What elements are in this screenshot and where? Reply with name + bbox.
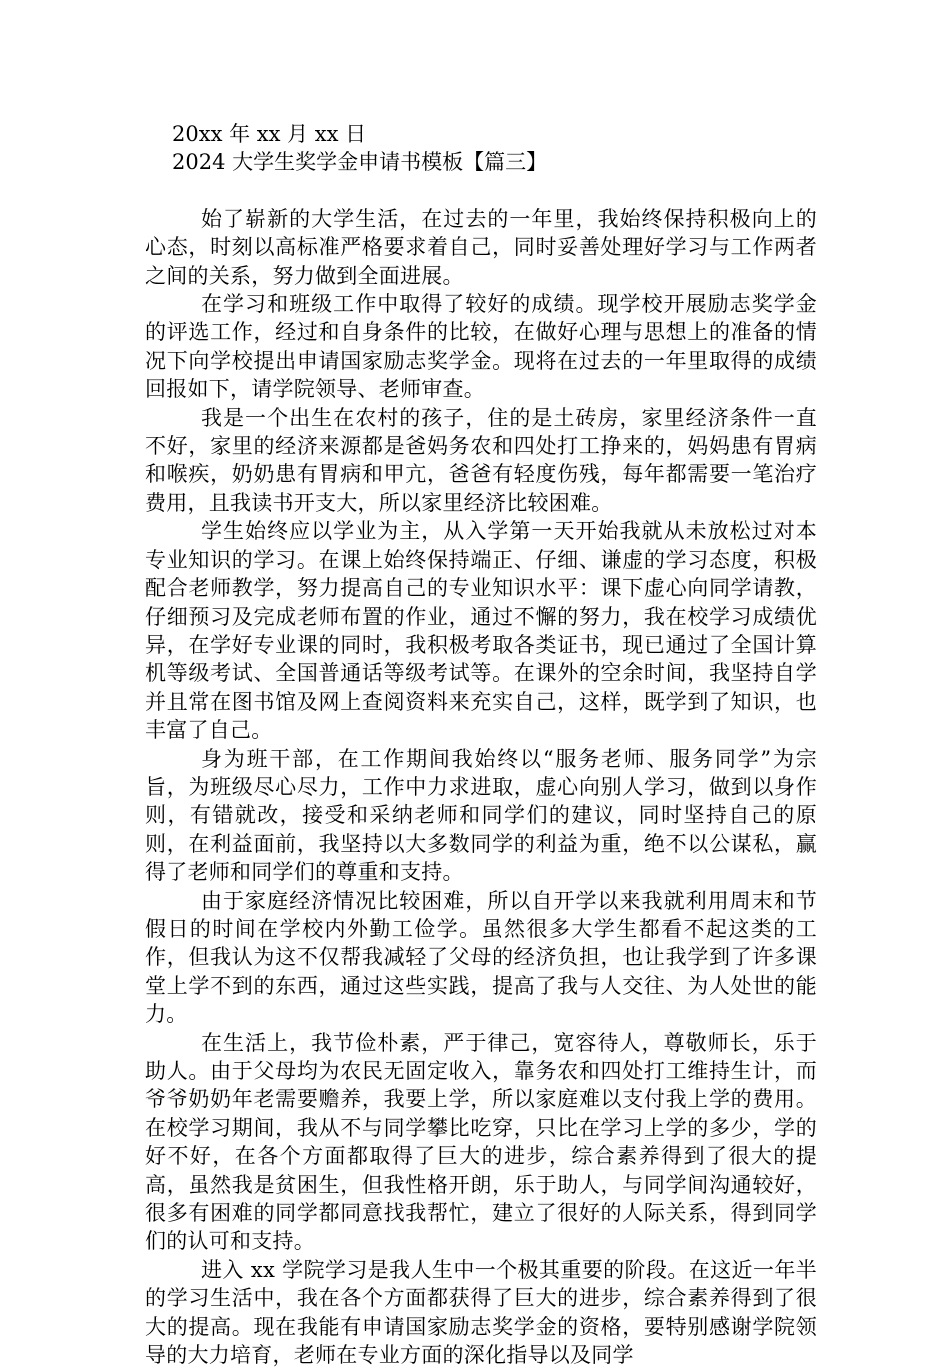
paragraph-6: 由于家庭经济情况比较困难，所以自开学以来我就利用周末和节假日的时间在学校内外勤工俭学。虽然很多大学生都看不起这类的工作，但我认为这不仅帮我减轻了父母的经济负担，也让我学到了许多课堂上学不到的东西，通过这些实践，提高了我与人交往、为人处世的能力。 xyxy=(145,888,817,1027)
paragraph-3: 我是一个出生在农村的孩子，住的是土砖房，家里经济条件一直不好，家里的经济来源都是爸妈务农和四处打工挣来的，妈妈患有胃病和喉疾，奶奶患有胃病和甲亢，爸爸有轻度伤残，每年都需要一笔治疗费用，且我读书开支大，所以家里经济比较困难。 xyxy=(145,405,817,515)
document-date: 20xx 年 xx 月 xx 日 xyxy=(172,122,367,146)
paragraph-2: 在学习和班级工作中取得了较好的成绩。现学校开展励志奖学金的评选工作，经过和自身条件的比较，在做好心理与思想上的准备的情况下向学校提出申请国家励志奖学金。现将在过去的一年里取得的成绩回报如下，请学院领导、老师审查。 xyxy=(145,292,817,402)
document-title: 2024 大学生奖学金申请书模板【篇三】 xyxy=(172,150,548,175)
paragraph-gap xyxy=(145,177,817,205)
paragraph-4: 学生始终应以学业为主，从入学第一天开始我就从未放松过对本专业知识的学习。在课上始终保持端正、仔细、谦虚的学习态度，积极配合老师教学，努力提高自己的专业知识水平：课下虚心向同学请教，仔细预习及完成老师布置的作业，通过不懈的努力，我在校学习成绩优异，在学好专业课的同时，我积极考取各类证书，现已通过了全国计算机等级考试、全国普通话等级考试等。在课外的空余时间，我坚持自学并且常在图书馆及网上查阅资料来充实自己，这样，既学到了知识，也丰富了自己。 xyxy=(145,519,817,743)
paragraph-8: 进入 xx 学院学习是我人生中一个极其重要的阶段。在这近一年半的学习生活中，我在各个方面都获得了巨大的进步，综合素养得到了很大的提高。现在我能有申请国家励志奖学金的资格，要特别感谢学院领导的大力培育，老师在专业方面的深化指导以及同学 xyxy=(145,1257,817,1368)
document-body xyxy=(145,120,817,1369)
paragraph-7: 在生活上，我节俭朴素，严于律己，宽容待人，尊敬师长，乐于助人。由于父母均为农民无固定收入，靠务农和四处打工维持生计，而爷爷奶奶年老需要赡养，我要上学，所以家庭难以支付我上学的费用。在校学习期间，我从不与同学攀比吃穿，只比在学习上学的多少，学的好不好，在各个方面都取得了巨大的进步，综合素养得到了很大的提高，虽然我是贫困生，但我性格开朗，乐于助人，与同学间沟通较好，很多有困难的同学都同意找我帮忙，建立了很好的人际关系，得到同学们的认可和支持。 xyxy=(145,1030,817,1254)
paragraph-1: 始了崭新的大学生活，在过去的一年里，我始终保持积极向上的心态，时刻以高标准严格要求着自己，同时妥善处理好学习与工作两者之间的关系，努力做到全面进展。 xyxy=(145,206,817,288)
paragraph-5: 身为班干部，在工作期间我始终以“服务老师、服务同学”为宗旨，为班级尽心尽力，工作中力求进取，虚心向别人学习，做到以身作则，有错就改，接受和采纳老师和同学们的建议，同时坚持自己的原则，在利益面前，我坚持以大多数同学的利益为重，绝不以公谋私，赢得了老师和同学们的尊重和支持。 xyxy=(145,746,817,885)
